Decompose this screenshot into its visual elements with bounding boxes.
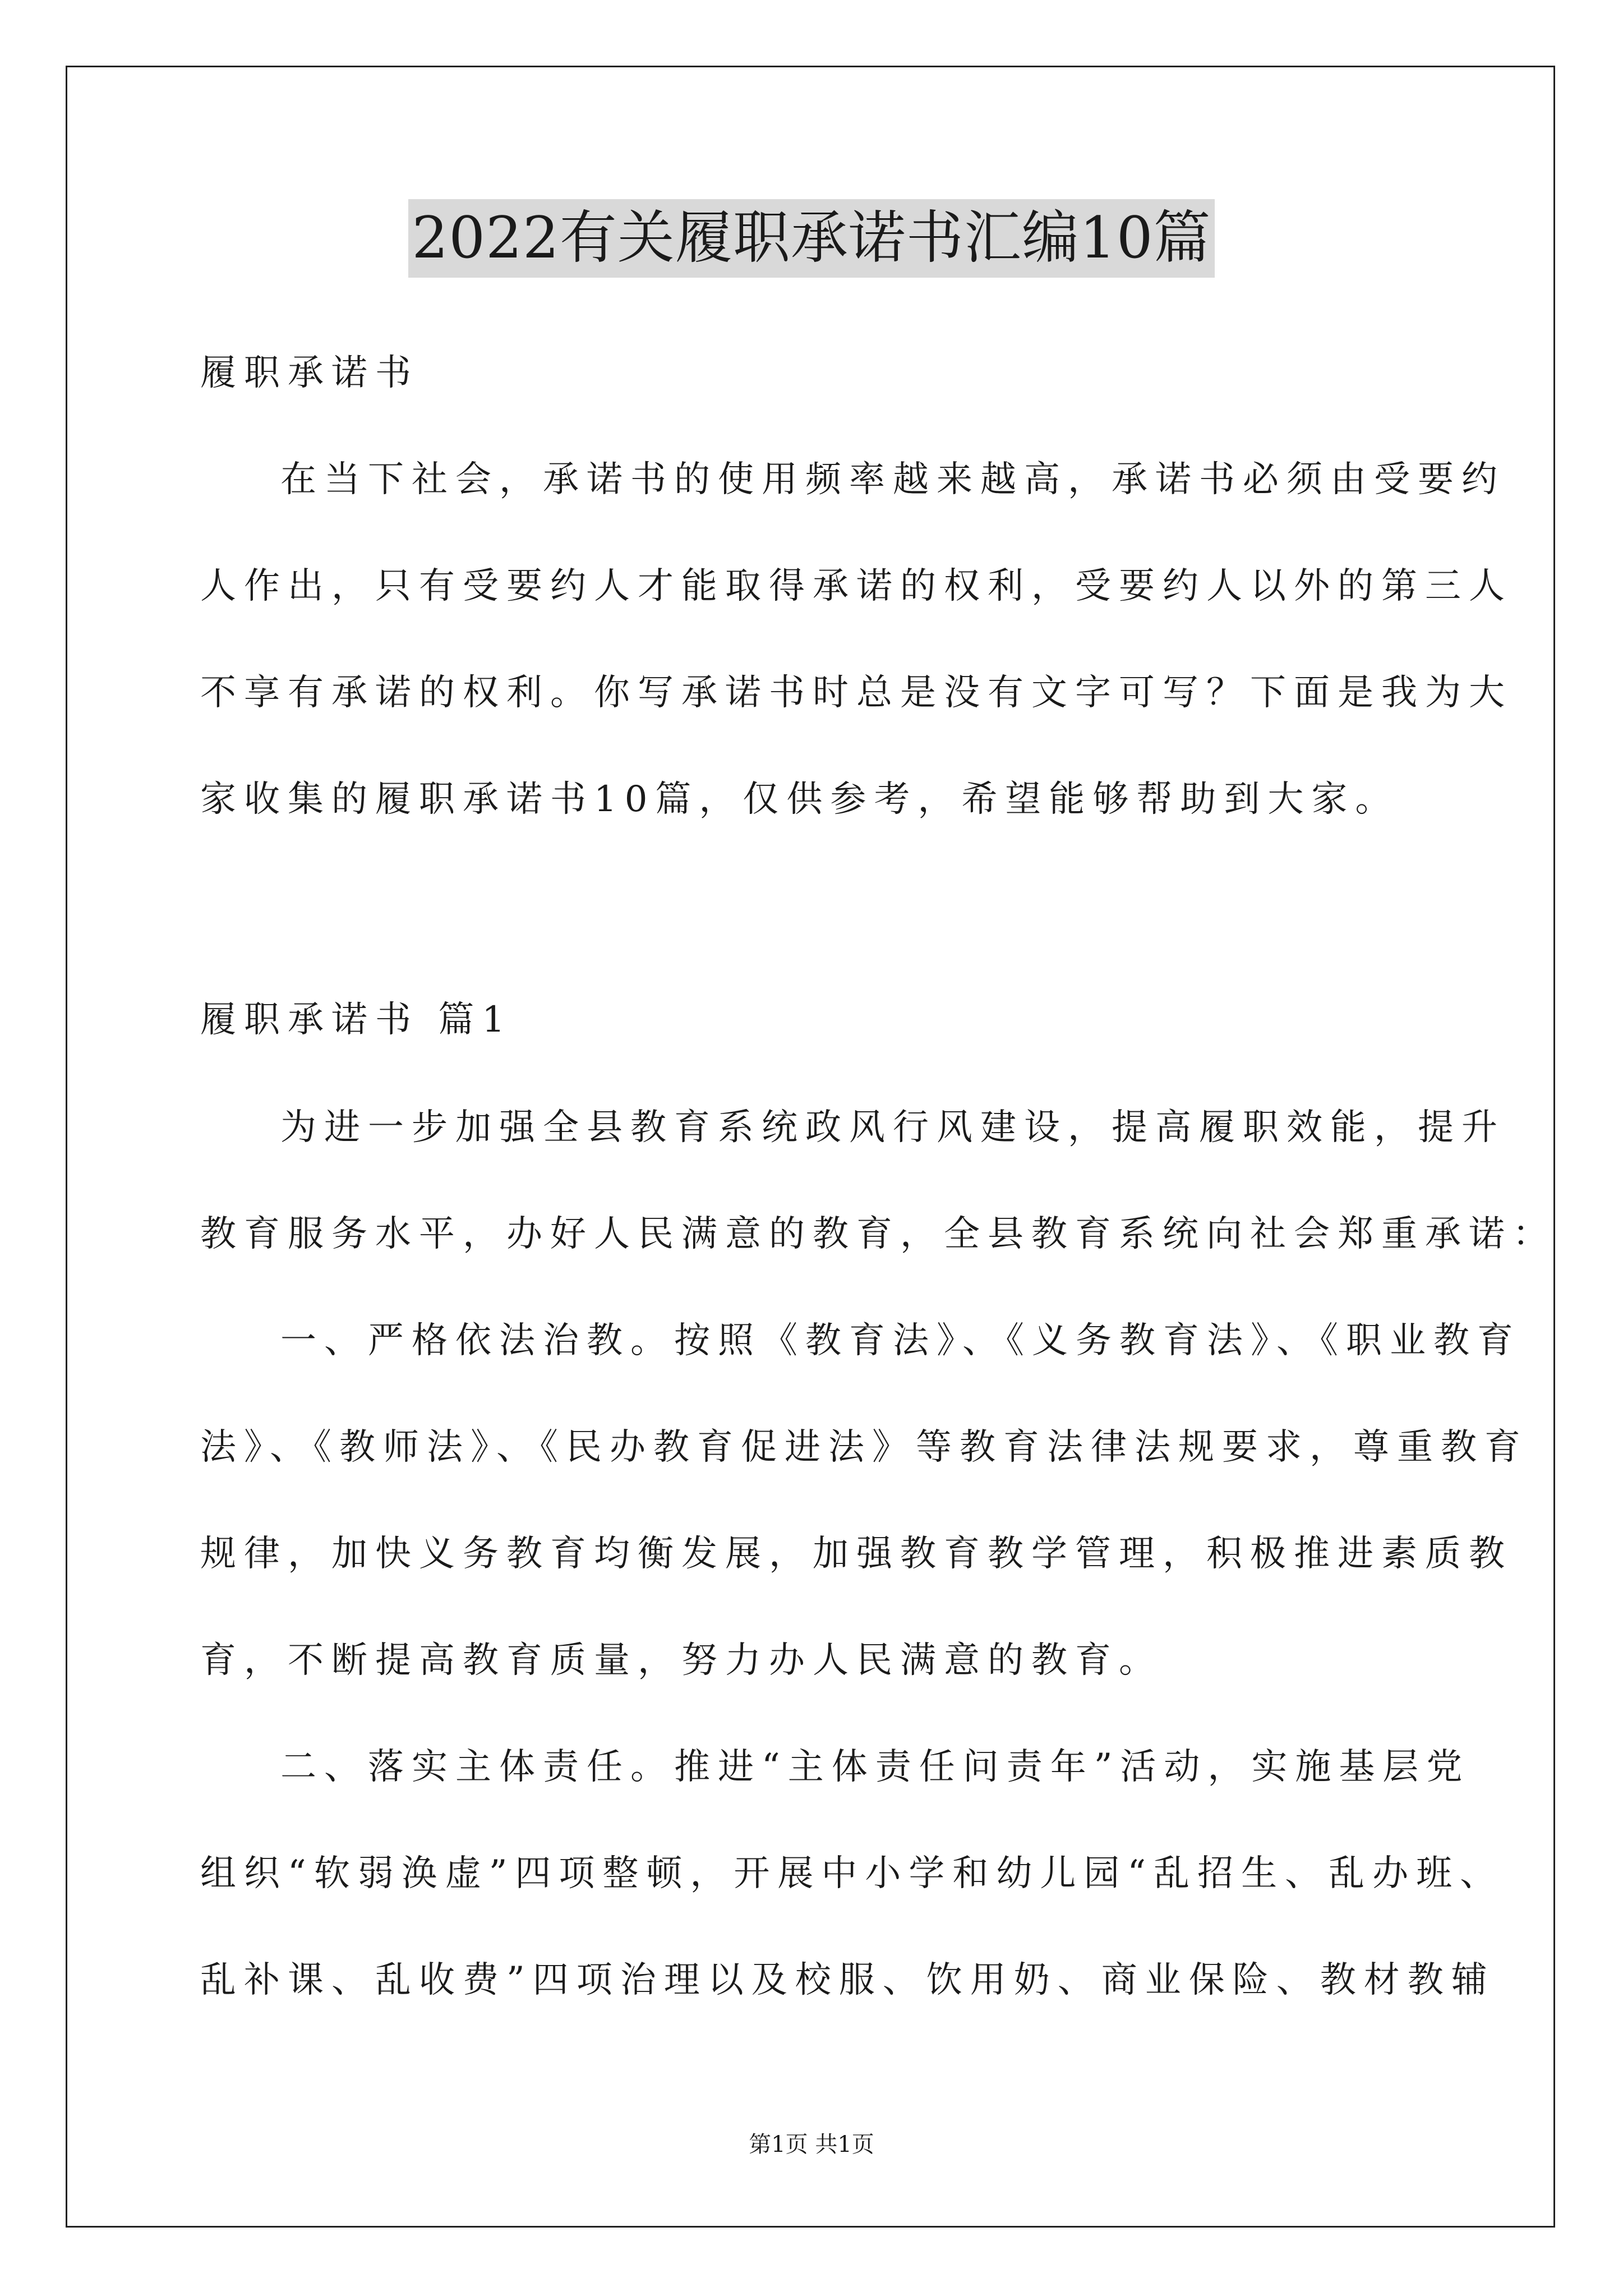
paragraph-line: 教育服务水平，办好人民满意的教育，全县教育系统向社会郑重承诺： bbox=[200, 1213, 1556, 1255]
paragraph-line: 一、严格依法治教。按照《教育法》、《义务教育法》、《职业教育 bbox=[280, 1320, 1521, 1361]
paragraph-line: 乱补课、乱收费”四项治理以及校服、饮用奶、商业保险、教材教辅 bbox=[200, 1959, 1495, 2001]
paragraph-line: 规律，加快义务教育均衡发展，加强教育教学管理，积极推进素质教 bbox=[200, 1533, 1513, 1575]
section-heading: 履职承诺书 篇1 bbox=[200, 999, 513, 1041]
title-container bbox=[0, 199, 1623, 278]
section-heading: 履职承诺书 bbox=[200, 352, 419, 394]
page-footer: 第1页 共1页 bbox=[749, 2132, 874, 2157]
document-title: 2022有关履职承诺书汇编10篇 bbox=[408, 199, 1214, 278]
paragraph-line: 二、落实主体责任。推进“主体责任问责年”活动，实施基层党 bbox=[280, 1746, 1470, 1788]
paragraph-line: 法》、《教师法》、《民办教育促进法》等教育法律法规要求，尊重教育 bbox=[200, 1427, 1528, 1468]
paragraph-line: 在当下社会，承诺书的使用频率越来越高，承诺书必须由受要约 bbox=[280, 459, 1505, 500]
paragraph-line: 不享有承诺的权利。你写承诺书时总是没有文字可写？下面是我为大 bbox=[200, 672, 1513, 714]
paragraph-line: 家收集的履职承诺书10篇，仅供参考，希望能够帮助到大家。 bbox=[200, 779, 1399, 820]
paragraph-line: 组织“软弱涣虚”四项整顿，开展中小学和幼儿园“乱招生、乱办班、 bbox=[200, 1853, 1504, 1894]
paragraph-line: 人作出，只有受要约人才能取得承诺的权利，受要约人以外的第三人 bbox=[200, 565, 1513, 607]
paragraph-line: 为进一步加强全县教育系统政风行风建设，提高履职效能，提升 bbox=[280, 1107, 1505, 1148]
paragraph-line: 育，不断提高教育质量，努力办人民满意的教育。 bbox=[200, 1640, 1163, 1681]
